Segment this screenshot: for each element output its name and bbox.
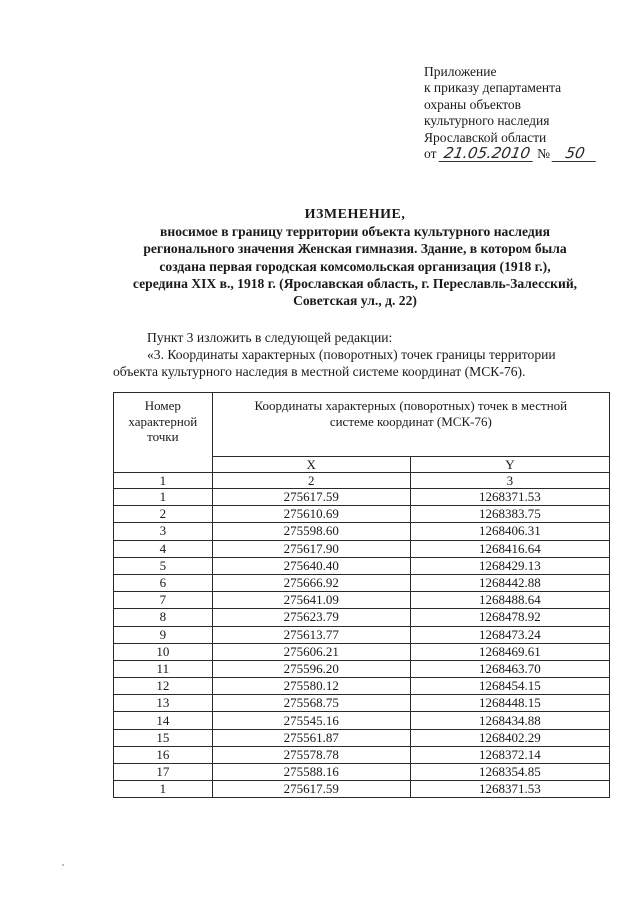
y-coordinate-cell: 1268448.15 — [410, 695, 609, 712]
point-number-cell: 15 — [114, 729, 213, 746]
x-coordinate-cell: 275561.87 — [212, 729, 410, 746]
table-row — [114, 695, 610, 712]
table-row — [114, 574, 610, 591]
paragraph-instruction: Пункт 3 изложить в следующей редакции: — [147, 330, 393, 345]
table-row — [114, 660, 610, 677]
table-row — [114, 746, 610, 763]
y-coordinate-cell: 1268354.85 — [410, 764, 609, 781]
point-number-cell: 3 — [114, 523, 213, 540]
x-coordinate-cell: 275610.69 — [212, 506, 410, 523]
x-coordinate-cell: 275617.59 — [212, 489, 410, 506]
header-text: характерной — [128, 413, 198, 429]
x-coordinate-cell: 275598.60 — [212, 523, 410, 540]
appendix-line: Ярославской области — [424, 129, 547, 145]
table-row — [114, 712, 610, 729]
x-coordinate-cell: 275596.20 — [212, 660, 410, 677]
column-index: 3 — [410, 473, 609, 489]
y-coordinate-cell: 1268434.88 — [410, 712, 609, 729]
column-index: 2 — [212, 473, 410, 489]
title-heading: ИЗМЕНЕНИЕ, — [304, 207, 406, 222]
point-number-cell: 9 — [114, 626, 213, 643]
point-number-cell: 16 — [114, 746, 213, 763]
point-number-cell: 5 — [114, 557, 213, 574]
header-text: точки — [147, 429, 179, 444]
y-coordinate-cell: 1268383.75 — [410, 506, 609, 523]
x-coordinate-cell: 275606.21 — [212, 643, 410, 660]
point-number-cell: 2 — [114, 506, 213, 523]
x-coordinate-cell: 275545.16 — [212, 712, 410, 729]
title-line: середина XIX в., 1918 г. (Ярославская область, г. Переславль-Залесский, — [132, 275, 578, 291]
x-coordinate-cell: 275580.12 — [212, 678, 410, 695]
header-point-number — [114, 393, 213, 473]
point-number-cell: 8 — [114, 609, 213, 626]
x-coordinate-cell: 275578.78 — [212, 746, 410, 763]
table-row — [114, 540, 610, 557]
table-row — [114, 643, 610, 660]
title-line: Советская ул., д. 22) — [293, 293, 417, 309]
point-number-cell: 4 — [114, 540, 213, 557]
y-coordinate-cell: 1268473.24 — [410, 626, 609, 643]
y-coordinate-cell: 1268406.31 — [410, 523, 609, 540]
x-coordinate-cell: 275623.79 — [212, 609, 410, 626]
point-number-cell: 10 — [114, 643, 213, 660]
table-row — [114, 506, 610, 523]
table-row — [114, 729, 610, 746]
table-row — [114, 781, 610, 798]
point-number-cell: 14 — [114, 712, 213, 729]
y-coordinate-cell: 1268454.15 — [410, 678, 609, 695]
y-coordinate-cell: 1268372.14 — [410, 746, 609, 763]
appendix-line: культурного наследия — [424, 113, 550, 129]
order-date-number-line — [424, 146, 597, 162]
paragraph-line: «3. Координаты характерных (поворотных) точек границы территории — [147, 347, 556, 362]
table-row — [114, 592, 610, 609]
header-text: Номер — [144, 398, 181, 413]
table-row — [114, 557, 610, 574]
table-row — [114, 489, 610, 506]
appendix-line: к приказу департамента — [424, 80, 562, 96]
document-title — [90, 206, 620, 309]
y-coordinate-cell: 1268442.88 — [410, 574, 609, 591]
scan-speck — [62, 864, 64, 866]
table-row — [114, 609, 610, 626]
date-prefix: от — [424, 146, 437, 162]
point-number-cell: 17 — [114, 764, 213, 781]
point-number-cell: 6 — [114, 574, 213, 591]
point-number-cell: 11 — [114, 660, 213, 677]
number-prefix: № — [537, 146, 551, 162]
x-coordinate-cell: 275588.16 — [212, 764, 410, 781]
point-number-cell: 7 — [114, 592, 213, 609]
paragraph-point-3 — [113, 346, 623, 380]
x-coordinate-cell: 275640.40 — [212, 557, 410, 574]
table-row — [114, 523, 610, 540]
y-coordinate-cell: 1268488.64 — [410, 592, 609, 609]
x-coordinate-cell: 275568.75 — [212, 695, 410, 712]
y-coordinate-cell: 1268416.64 — [410, 540, 609, 557]
title-line: регионального значения Женская гимназия. Здание, в котором была — [143, 241, 567, 257]
appendix-line: Приложение — [424, 64, 497, 79]
y-coordinate-cell: 1268371.53 — [410, 489, 609, 506]
header-y: Y — [410, 457, 609, 473]
paragraph-line: объекта культурного наследия в местной системе координат (МСК-76). — [113, 364, 526, 379]
y-coordinate-cell: 1268429.13 — [410, 557, 609, 574]
title-line: вносимое в границу территории объекта культурного наследия — [160, 224, 550, 240]
appendix-block — [424, 64, 597, 162]
y-coordinate-cell: 1268478.92 — [410, 609, 609, 626]
coordinates-table — [113, 392, 610, 798]
y-coordinate-cell: 1268402.29 — [410, 729, 609, 746]
handwritten-date: 21.05.2010 — [438, 146, 535, 162]
handwritten-number: 50 — [552, 146, 599, 162]
header-text: Координаты характерных (поворотных) точек в местной — [254, 398, 568, 413]
column-index: 1 — [114, 473, 213, 489]
x-coordinate-cell: 275641.09 — [212, 592, 410, 609]
point-number-cell: 13 — [114, 695, 213, 712]
y-coordinate-cell: 1268463.70 — [410, 660, 609, 677]
x-coordinate-cell: 275613.77 — [212, 626, 410, 643]
table-row — [114, 764, 610, 781]
x-coordinate-cell: 275617.90 — [212, 540, 410, 557]
point-number-cell: 1 — [114, 489, 213, 506]
appendix-line: охраны объектов — [424, 96, 522, 112]
header-x: X — [212, 457, 410, 473]
header-coordinates — [212, 393, 609, 457]
header-text: системе координат (МСК-76) — [329, 413, 492, 429]
table-row — [114, 626, 610, 643]
y-coordinate-cell: 1268469.61 — [410, 643, 609, 660]
x-coordinate-cell: 275617.59 — [212, 781, 410, 798]
table-row — [114, 678, 610, 695]
point-number-cell: 1 — [114, 781, 213, 798]
y-coordinate-cell: 1268371.53 — [410, 781, 609, 798]
table-body — [114, 489, 610, 798]
x-coordinate-cell: 275666.92 — [212, 574, 410, 591]
title-line: создана первая городская комсомольская организация (1918 г.), — [159, 258, 551, 274]
point-number-cell: 12 — [114, 678, 213, 695]
